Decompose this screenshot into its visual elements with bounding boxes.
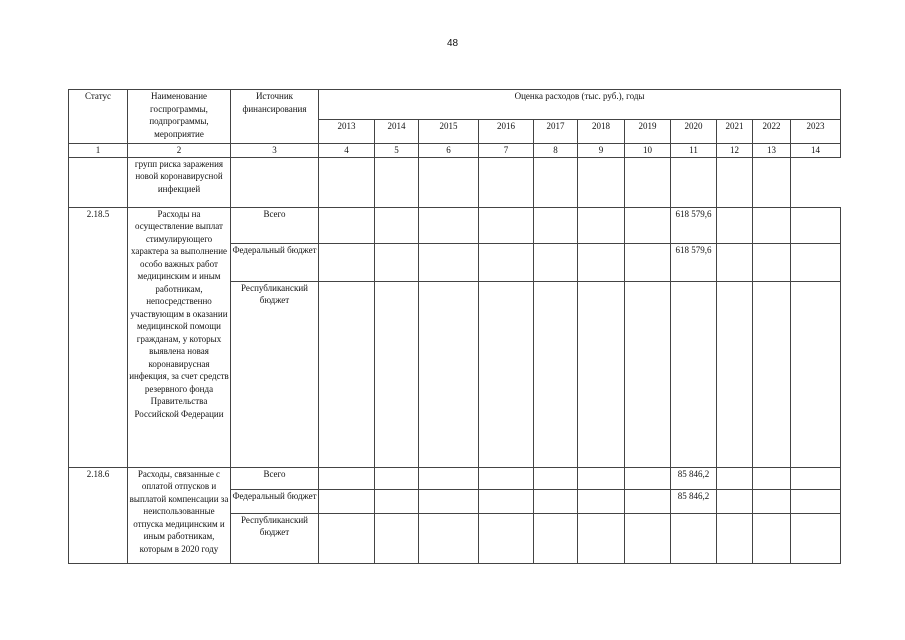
column-number: 11 bbox=[671, 144, 717, 158]
column-number: 10 bbox=[625, 144, 671, 158]
funding-source: Федеральный бюджет bbox=[231, 489, 319, 513]
item-status: 2.18.6 bbox=[69, 467, 128, 563]
page-number: 48 bbox=[446, 38, 459, 49]
header-status: Статус bbox=[69, 90, 128, 144]
funding-source: Федеральный бюджет bbox=[231, 243, 319, 281]
column-number: 5 bbox=[375, 144, 419, 158]
column-number: 8 bbox=[534, 144, 578, 158]
table-row bbox=[69, 467, 841, 489]
header-year: 2013 bbox=[319, 120, 375, 144]
table-row bbox=[69, 207, 841, 243]
header-year: 2015 bbox=[419, 120, 479, 144]
header-year: 2021 bbox=[717, 120, 753, 144]
table-row bbox=[69, 157, 841, 207]
value-2020 bbox=[671, 513, 717, 563]
column-number: 3 bbox=[231, 144, 319, 158]
continuation-name: групп риска заражения новой коронавирусной инфекцией bbox=[128, 157, 231, 207]
funding-source: Всего bbox=[231, 207, 319, 243]
value-2020: 85 846,2 bbox=[671, 489, 717, 513]
header-estimate: Оценка расходов (тыс. руб.), годы bbox=[319, 90, 841, 120]
column-number: 9 bbox=[578, 144, 625, 158]
funding-source: Республиканский бюджет bbox=[231, 513, 319, 563]
header-year: 2016 bbox=[479, 120, 534, 144]
item-name: Расходы на осуществление выплат стимулирующего характера за выполнение особо важных работ медицинским и иным работникам, непосредственно участвующим в оказании медицинской помощи гражданам, у которых выявлена новая коронавирусная инфекция, за счет средств резервного фонда Правительства Российской Федерации bbox=[128, 207, 231, 467]
header-year: 2022 bbox=[753, 120, 791, 144]
header-year: 2017 bbox=[534, 120, 578, 144]
column-number: 6 bbox=[419, 144, 479, 158]
value-2020: 85 846,2 bbox=[671, 467, 717, 489]
column-number: 12 bbox=[717, 144, 753, 158]
item-status: 2.18.5 bbox=[69, 207, 128, 467]
header-year: 2018 bbox=[578, 120, 625, 144]
header-year: 2023 bbox=[791, 120, 841, 144]
header-year: 2020 bbox=[671, 120, 717, 144]
funding-source: Республиканский бюджет bbox=[231, 281, 319, 467]
column-number: 7 bbox=[479, 144, 534, 158]
item-name: Расходы, связанные с оплатой отпусков и выплатой компенсации за неиспользованные отпуска медицинским и иным работникам, которым в 2020 году bbox=[128, 467, 231, 563]
column-number: 13 bbox=[753, 144, 791, 158]
header-year: 2014 bbox=[375, 120, 419, 144]
column-number: 2 bbox=[128, 144, 231, 158]
header-year: 2019 bbox=[625, 120, 671, 144]
value-2020 bbox=[671, 281, 717, 467]
column-number: 1 bbox=[69, 144, 128, 158]
header-source: Источник финансирования bbox=[231, 90, 319, 144]
column-number: 14 bbox=[791, 144, 841, 158]
value-2020: 618 579,6 bbox=[671, 207, 717, 243]
budget-table bbox=[68, 89, 841, 564]
value-2020: 618 579,6 bbox=[671, 243, 717, 281]
funding-source: Всего bbox=[231, 467, 319, 489]
column-number: 4 bbox=[319, 144, 375, 158]
header-name: Наименование госпрограммы, подпрограммы, мероприятие bbox=[128, 90, 231, 144]
